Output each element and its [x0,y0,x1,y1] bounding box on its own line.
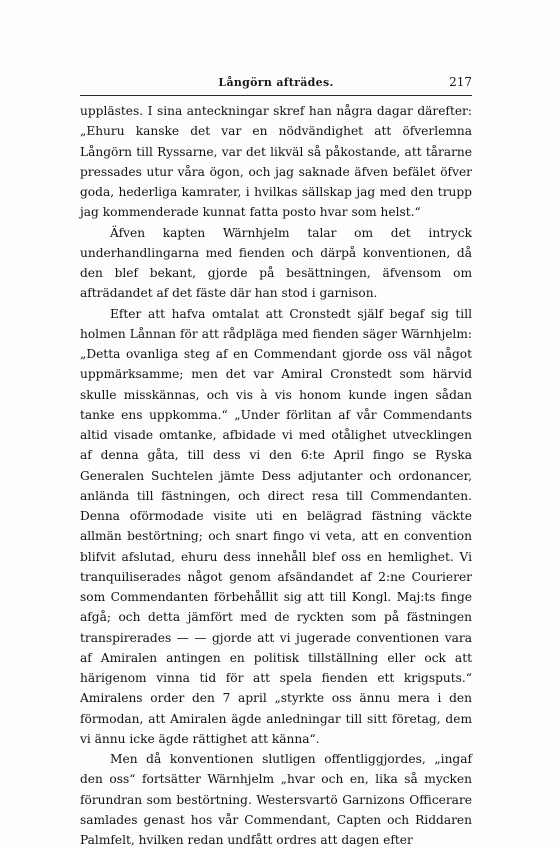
body-text [80,101,472,850]
paragraph: Efter att hafva omtalat att Cronstedt själf begaf sig till holmen Lånnan för att rådpläga med fienden säger Wärnhjelm: „Detta ovanliga steg af en Commendant gjorde oss väl något uppmärksamme; men det var Amiral Cronstedt som härvid skulle misskännas, och vis à vis honom kunde ingen sådan tanke ens uppkomma.“ „Under förlitan af vår Commendants altid visade omtanke, afbidade vi med otålighet utvecklingen af denna gåta, till dess vi den 6:te April fingo se Ryska Generalen Suchtelen jämte Dess adjutanter och ordonancer, anlända till fästningen, och direct resa till Commendanten. Denna oförmodade visite uti en belägrad fästning väckte allmän bestörtning; och snart fingo vi veta, att en convention blifvit afslutad, ehuru dess innehåll blef oss en hemlighet. Vi tranquiliserades något genom afsändandet af 2:ne Courierer som Commendanten förbehållit sig att till Kongl. Maj:ts finge afgå; och detta jämfört med de ryckten som på fästningen transpirerades — — gjorde att vi jugerade conventionen vara af Amiralen antingen en politisk tillställning eller ock att härigenom vinna tid för att spela fienden ett krigsputs.“ Amiralens order den 7 april „styrkte oss ännu mera i den förmodan, att Amiralen ägde anledningar till sitt företag, dem vi ännu icke ägde rättighet att känna“. [80,306,472,746]
paragraph: upplästes. I sina anteckningar skref han några dagar därefter: „Ehuru kanske det var en nödvändighet att öfverlemna Långörn till Ryssarne, var det likväl så påkostande, att tårarne pressades utur våra ögon, och jag saknade äfven befälet öfver goda, hederliga kamrater, i hvilkas sällskap jag med den trupp jag kommenderade kunnat fatta posto hvar som helst.“ [80,104,472,220]
running-title: Långörn afträdes. [218,76,334,89]
paragraph: Men då konventionen slutligen offentliggjordes, „ingaf den oss“ fortsätter Wärnhjelm „hvar och en, lika så mycken förundran som bestörtning. Westersvartö Garnizons Officerare samlades genast hos vår Commendant, Capten och Riddaren Palmfelt, hvilken redan undfått ordres att dagen efter [80,752,472,847]
running-head [80,73,472,93]
header-rule [80,95,472,96]
paragraph: Äfven kapten Wärnhjelm talar om det intryck underhandlingarna med fienden och därpå konventionen, då den blef bekant, gjorde på besättningen, äfvensom om afträdandet af det fäste där han stod i garnison. [80,225,472,301]
page-number: 217 [449,75,472,89]
